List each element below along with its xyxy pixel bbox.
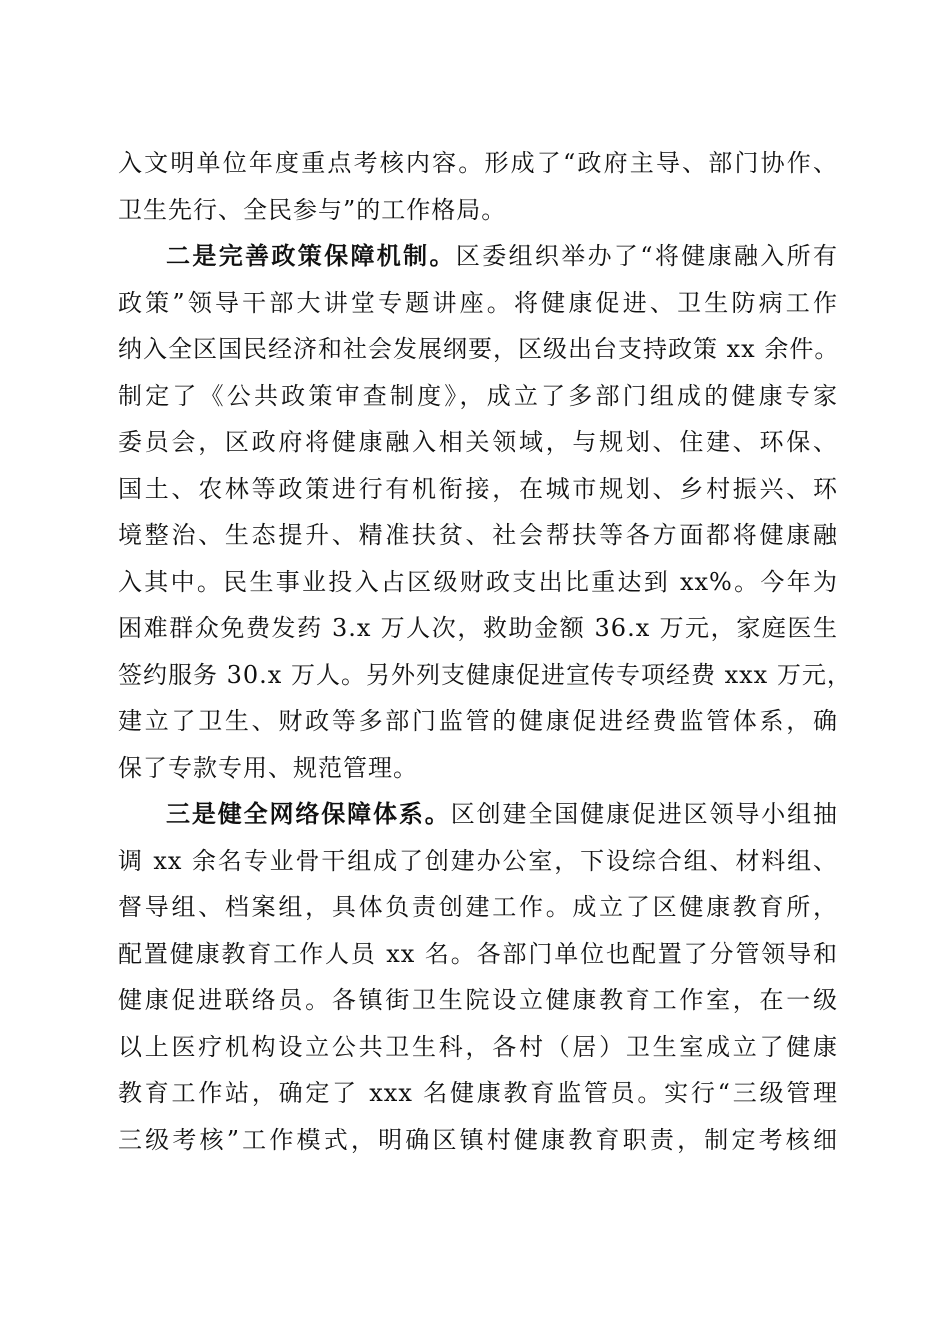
text-line: 三级考核”工作模式，明确区镇村健康教育职责，制定考核细 — [118, 1125, 838, 1154]
paragraph-1 — [118, 140, 838, 233]
text-line: 配置健康教育工作人员 xx 名。各部门单位也配置了分管领导和 — [118, 939, 838, 968]
paragraph-first-line — [118, 791, 838, 838]
text-line: 纳入全区国民经济和社会发展纲要，区级出台支持政策 xx 余件。 — [118, 335, 840, 363]
paragraph-first-line-text: 区委组织举办了“将健康融入所有 — [455, 242, 838, 270]
text-line: 教育工作站，确定了 xxx 名健康教育监管员。实行“三级管理 — [118, 1079, 838, 1107]
text-line: 以上医疗机构设立公共卫生科，各村（居）卫生室成立了健康 — [118, 1032, 838, 1061]
text-line: 制定了《公共政策审查制度》，成立了多部门组成的健康专家 — [118, 381, 838, 410]
text-line: 健康促进联络员。各镇街卫生院设立健康教育工作室，在一级 — [118, 986, 838, 1014]
text-line: 入文明单位年度重点考核内容。形成了“政府主导、部门协作、 — [118, 149, 838, 177]
paragraph-2 — [118, 233, 852, 791]
text-line: 督导组、档案组，具体负责创建工作。成立了区健康教育所， — [118, 893, 838, 921]
text-line: 卫生先行、全民参与”的工作格局。 — [118, 195, 507, 224]
text-line: 签约服务 30.x 万人。另外列支健康促进宣传专项经费 xxx 万元， — [118, 660, 852, 689]
text-line: 境整治、生态提升、精准扶贫、社会帮扶等各方面都将健康融 — [118, 521, 838, 549]
paragraph-first-line — [118, 233, 838, 280]
paragraph-first-line-text: 区创建全国健康促进区领导小组抽 — [450, 800, 839, 828]
text-line: 政策”领导干部大讲堂专题讲座。将健康促进、卫生防病工作 — [118, 288, 838, 317]
paragraph-lead: 二是完善政策保障机制。 — [166, 241, 456, 270]
text-line: 国土、农林等政策进行有机衔接，在城市规划、乡村振兴、环 — [118, 474, 838, 503]
paragraph-lead: 三是健全网络保障体系。 — [166, 799, 451, 828]
text-line: 入其中。民生事业投入占区级财政支出比重达到 xx%。今年为 — [118, 567, 838, 596]
text-line: 保了专款专用、规范管理。 — [118, 753, 418, 782]
text-line: 建立了卫生、财政等多部门监管的健康促进经费监管体系，确 — [118, 707, 838, 735]
text-line: 委员会，区政府将健康融入相关领域，与规划、住建、环保、 — [118, 428, 838, 456]
text-line: 困难群众免费发药 3.x 万人次，救助金额 36.x 万元，家庭医生 — [118, 614, 838, 642]
document-body — [118, 140, 852, 1163]
paragraph-3 — [118, 791, 838, 1163]
text-line: 调 xx 余名专业骨干组成了创建办公室，下设综合组、材料组、 — [118, 846, 838, 875]
